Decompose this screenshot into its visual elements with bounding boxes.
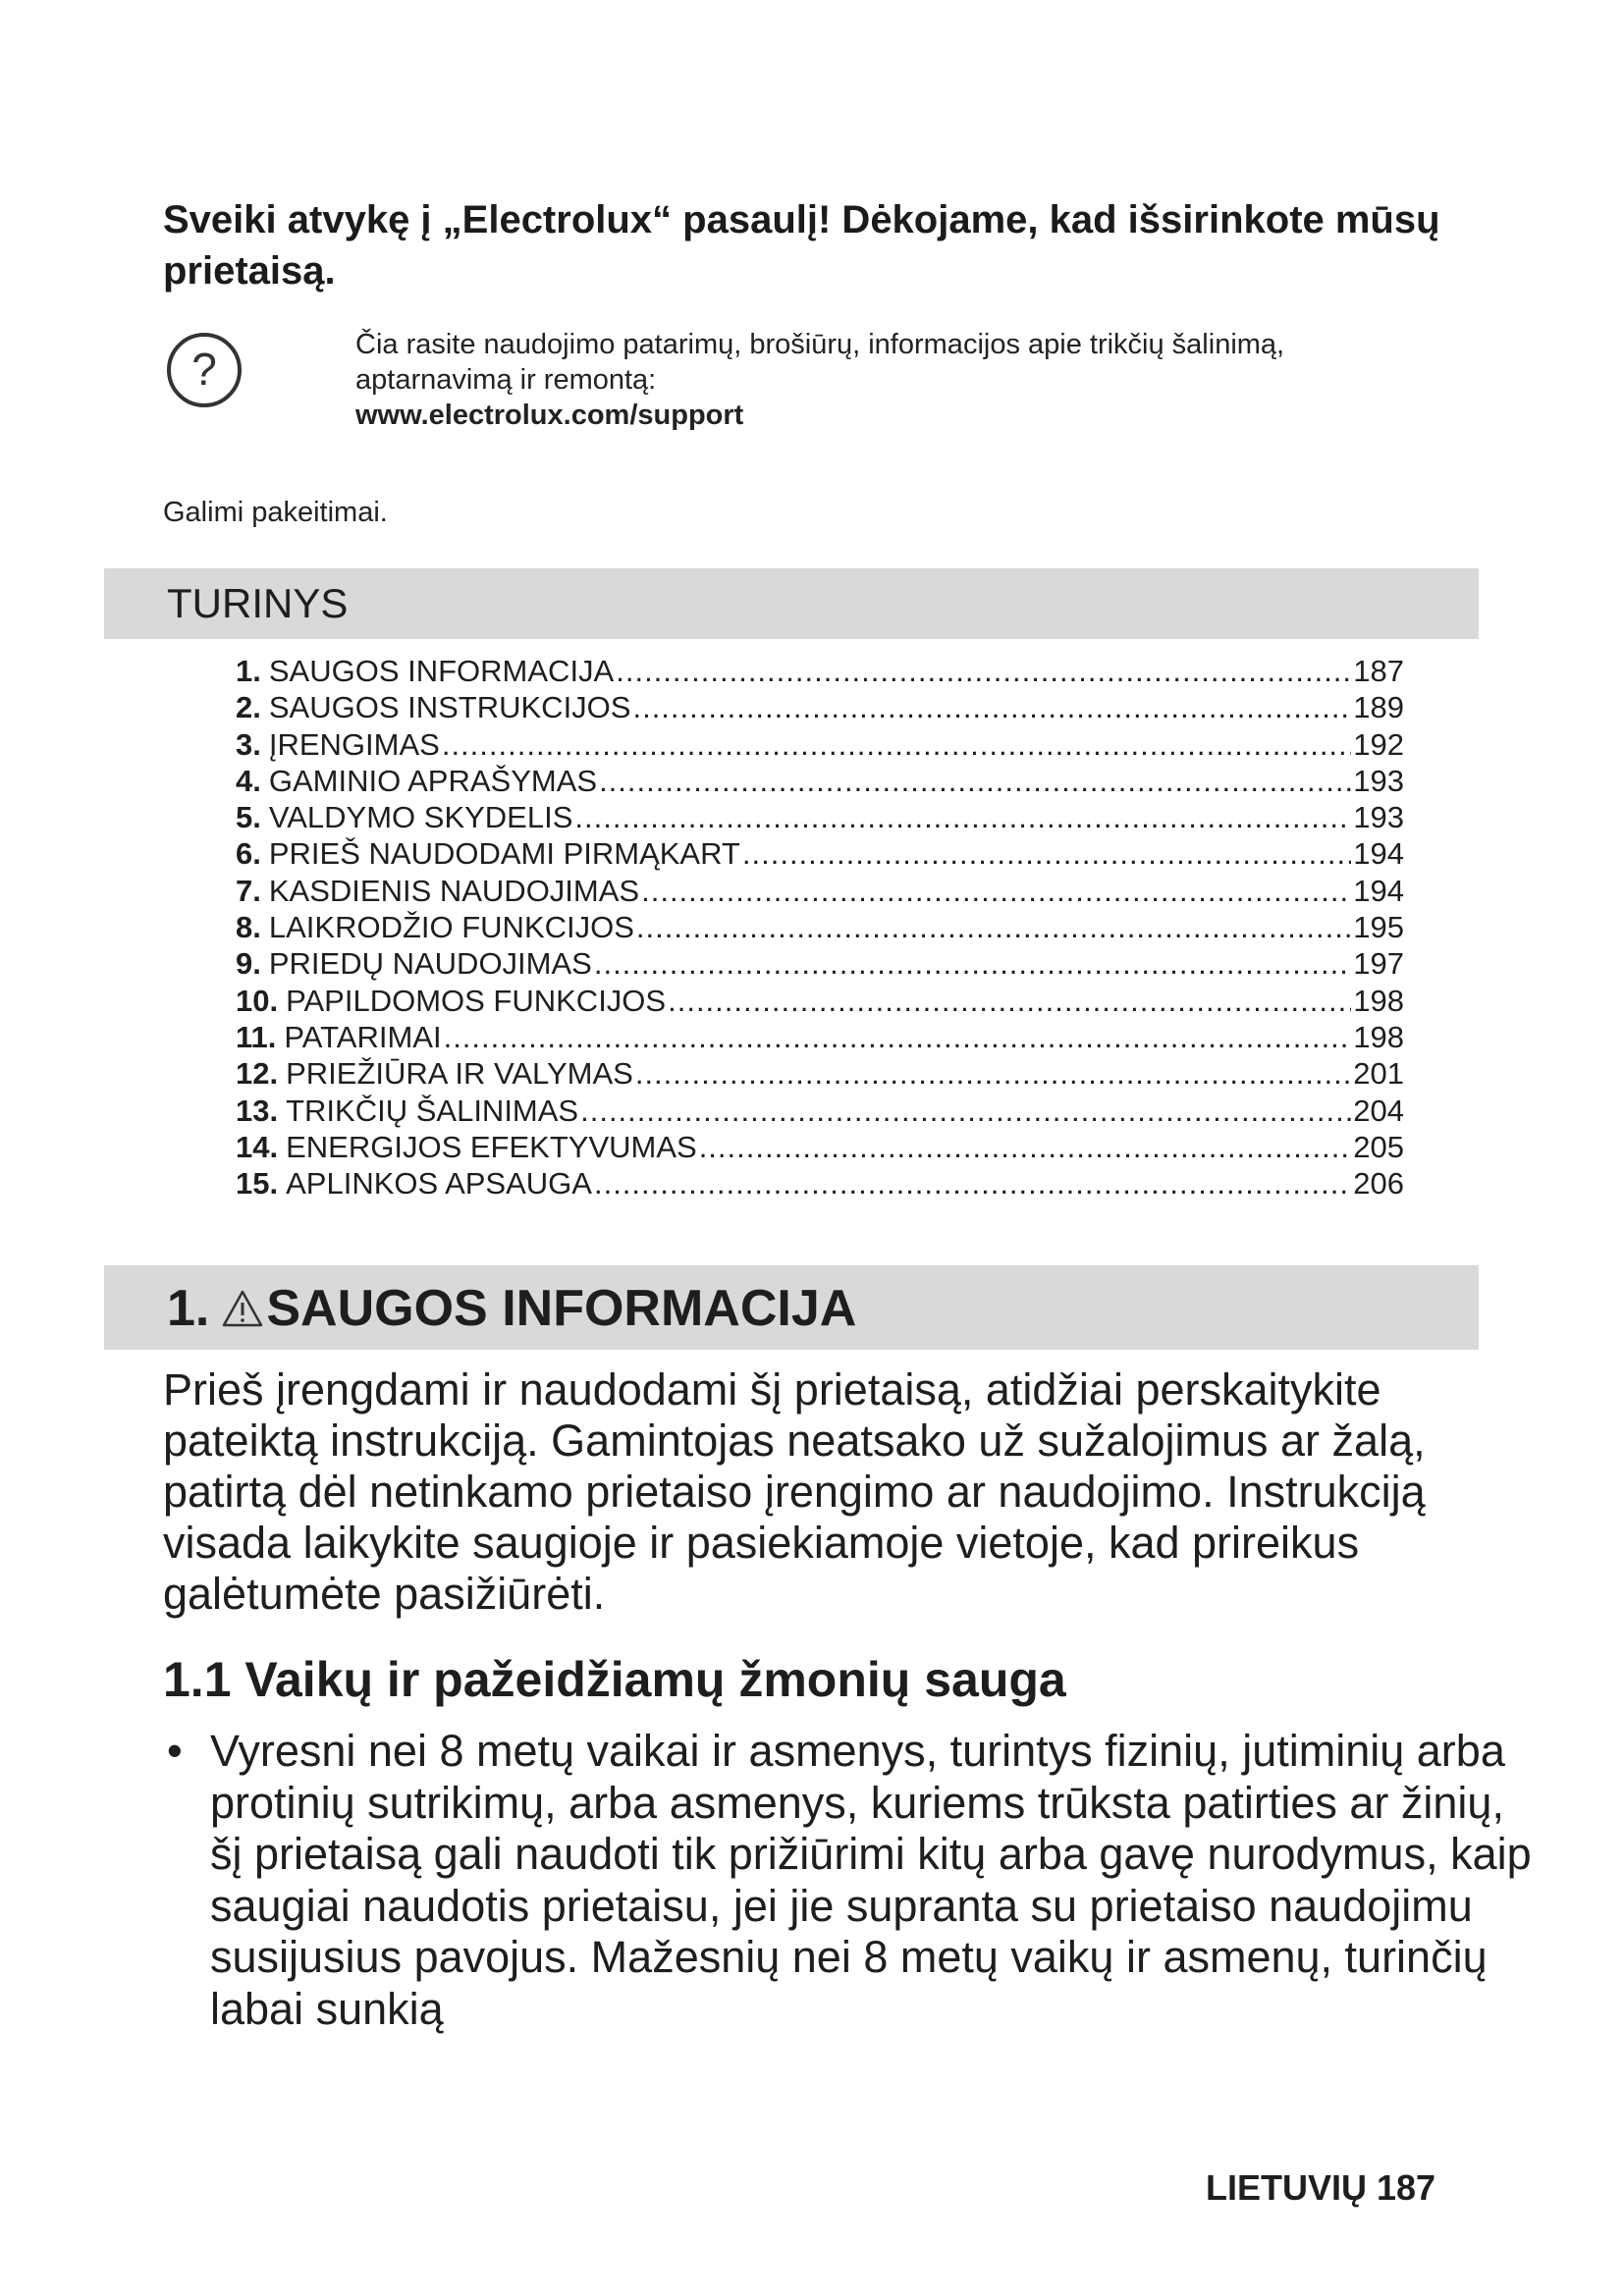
toc-leader-dots — [699, 1129, 1352, 1165]
toc-item[interactable] — [236, 835, 1404, 872]
toc-item-number: 9. — [236, 946, 261, 982]
bullet-text: Vyresni nei 8 metų vaikai ir asmenys, turintys fizinių, jutiminių arba protinių sutrikimų, arba asmenys, kuriems trūksta patirties ar žinių, šį prietaisą gali naudoti tik prižiūrimi kitų arba gavę nurodymus, kaip saugiai naudotis prietaisu, jei jie supranta su prietaiso naudojimu susijusius pavojus. Mažesnių nei 8 metų vaikų ir asmenų, turinčių labai sunkią — [210, 1726, 1532, 2034]
toc-item-page: 206 — [1353, 1166, 1404, 1201]
toc-leader-dots — [574, 799, 1351, 835]
toc-leader-dots — [635, 1055, 1351, 1092]
toc-item-page: 201 — [1353, 1056, 1404, 1092]
toc-item-label: PAPILDOMOS FUNKCIJOS — [286, 983, 667, 1018]
question-circle-icon — [165, 331, 244, 409]
toc-item-label: GAMINIO APRAŠYMAS — [268, 763, 598, 798]
toc-leader-dots — [641, 873, 1351, 909]
warning-triangle-icon — [221, 1289, 264, 1328]
toc-leader-dots — [616, 653, 1351, 689]
toc-item[interactable] — [236, 1093, 1404, 1129]
toc-item-number: 15. — [236, 1166, 279, 1201]
toc-item[interactable] — [236, 983, 1404, 1019]
toc-item[interactable] — [236, 873, 1404, 909]
toc-item-page: 198 — [1353, 1019, 1404, 1054]
toc-item-label: PRIEŽIŪRA IR VALYMAS — [286, 1056, 633, 1092]
welcome-title: Sveiki atvykę į „Electrolux“ pasaulį! Dėkojame, kad išsirinkote mūsų prietaisą. — [163, 198, 1440, 293]
support-info-line-1: Čia rasite naudojimo patarimų, brošiūrų, informacijos apie trikčių šalinimą, — [355, 329, 1285, 360]
toc-item-page: 193 — [1353, 763, 1404, 798]
toc-item[interactable] — [236, 945, 1404, 982]
toc-item-number: 14. — [236, 1129, 279, 1164]
toc-item-page: 194 — [1353, 836, 1404, 872]
toc-leader-dots — [599, 763, 1351, 799]
toc-item-label: PRIEŠ NAUDODAMI PIRMĄKART — [268, 836, 740, 872]
toc-item[interactable] — [236, 653, 1404, 689]
toc-leader-dots — [742, 835, 1351, 872]
toc-item-number: 3. — [236, 726, 261, 762]
toc-item-label: PATARIMAI — [284, 1019, 442, 1054]
toc-item[interactable] — [236, 1019, 1404, 1055]
section-header-band — [104, 1265, 1479, 1350]
toc-leader-dots — [668, 983, 1351, 1019]
toc-item-page: 204 — [1353, 1093, 1404, 1128]
toc-leader-dots — [632, 689, 1351, 725]
toc-item-number: 4. — [236, 763, 261, 798]
support-info-line-2: aptarnavimą ir remontą: — [355, 364, 657, 396]
toc-item-page: 195 — [1353, 910, 1404, 945]
toc-item-label: TRIKČIŲ ŠALINIMAS — [286, 1093, 579, 1128]
toc-item-label: VALDYMO SKYDELIS — [268, 800, 573, 835]
toc-item-number: 2. — [236, 690, 261, 725]
support-info — [355, 327, 1377, 433]
toc-item[interactable] — [236, 763, 1404, 799]
toc-item-number: 7. — [236, 873, 261, 908]
toc-item-number: 6. — [236, 836, 261, 872]
toc-item-number: 1. — [236, 654, 261, 688]
toc-item[interactable] — [236, 689, 1404, 725]
toc-leader-dots — [594, 945, 1351, 982]
toc-item-label: SAUGOS INSTRUKCIJOS — [268, 690, 631, 725]
toc-item[interactable] — [236, 1055, 1404, 1092]
section-title-text: SAUGOS INFORMACIJA — [266, 1280, 857, 1337]
page-footer: LIETUVIŲ 187 — [1206, 2167, 1436, 2208]
toc-item[interactable] — [236, 1165, 1404, 1201]
toc-item-label: ĮRENGIMAS — [268, 726, 440, 762]
toc-title: TURINYS — [167, 580, 349, 626]
toc-item-page: 198 — [1353, 983, 1404, 1018]
toc-item-page: 192 — [1353, 726, 1404, 762]
toc-leader-dots — [636, 909, 1351, 945]
toc-header-band — [104, 568, 1479, 639]
toc-item-label: APLINKOS APSAUGA — [286, 1166, 592, 1201]
bullet-mark: • — [167, 1726, 183, 1776]
toc-item-label: SAUGOS INFORMACIJA — [268, 654, 615, 688]
toc-item[interactable] — [236, 799, 1404, 835]
subsection-title: 1.1 Vaikų ir pažeidžiamų žmonių sauga — [163, 1652, 1066, 1707]
section-number: 1. — [167, 1280, 210, 1337]
toc-item-label: KASDIENIS NAUDOJIMAS — [268, 873, 640, 908]
toc-item-page: 194 — [1353, 873, 1404, 908]
toc-item[interactable] — [236, 1129, 1404, 1165]
toc-leader-dots — [442, 726, 1351, 763]
toc-item[interactable] — [236, 726, 1404, 763]
toc-item-label: ENERGIJOS EFEKTYVUMAS — [286, 1129, 697, 1164]
bullet-paragraph — [163, 1726, 1545, 2035]
toc-item-page: 187 — [1353, 654, 1404, 688]
toc-item-number: 12. — [236, 1056, 279, 1092]
toc-item-label: LAIKRODŽIO FUNKCIJOS — [268, 910, 634, 945]
toc-item-page: 189 — [1353, 690, 1404, 725]
changes-note: Galimi pakeitimai. — [163, 497, 388, 528]
table-of-contents — [236, 653, 1404, 1201]
toc-item-number: 11. — [236, 1019, 277, 1054]
toc-item-label: PRIEDŲ NAUDOJIMAS — [268, 946, 592, 982]
toc-item-number: 8. — [236, 910, 261, 945]
toc-item-number: 5. — [236, 800, 261, 835]
support-url-link[interactable]: www.electrolux.com/support — [355, 400, 744, 431]
toc-item-number: 13. — [236, 1093, 279, 1128]
toc-item-number: 10. — [236, 983, 279, 1018]
intro-paragraph: Prieš įrengdami ir naudodami šį prietaisą, atidžiai perskaitykite pateiktą instrukciją. Gamintojas neatsako už sužalojimus ar žalą, patirtą dėl netinkamo prietaiso įrengimo ar naudojimo. Instrukciją visada laikykite saugioje ir pasiekiamoje vietoje, kad prireikus galėtumėte pasižiūrėti. — [163, 1364, 1426, 1619]
toc-leader-dots — [594, 1165, 1351, 1201]
toc-item-page: 205 — [1353, 1129, 1404, 1164]
svg-text:?: ? — [191, 344, 217, 395]
toc-item-page: 197 — [1353, 946, 1404, 982]
toc-item-page: 193 — [1353, 800, 1404, 835]
toc-item[interactable] — [236, 909, 1404, 945]
toc-leader-dots — [444, 1019, 1352, 1055]
toc-leader-dots — [580, 1093, 1351, 1129]
section-title — [167, 1279, 856, 1338]
